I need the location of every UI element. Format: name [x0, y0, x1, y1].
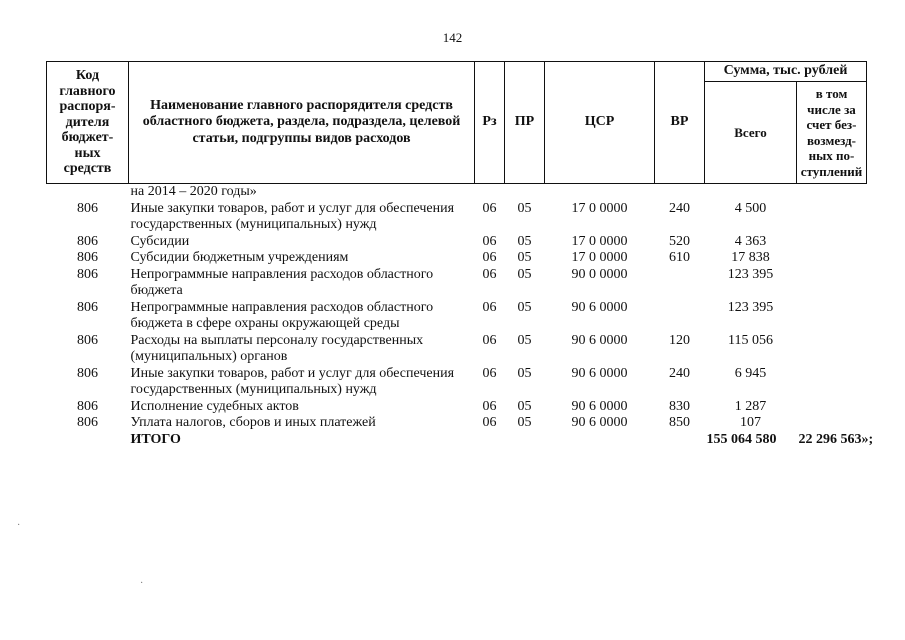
pr-cell: 05	[517, 332, 532, 348]
name-cell: Непрограммные направления расходов областного бюджета	[130, 266, 434, 298]
total-cell: 115 056	[728, 332, 773, 348]
rz-cell: 06	[482, 365, 497, 381]
incl-cell	[797, 399, 867, 416]
code-cell: 806	[77, 299, 98, 315]
table-row	[47, 399, 867, 416]
total-cell: 4 363	[734, 233, 767, 249]
code-cell: 806	[77, 200, 98, 216]
csr-cell: 17 0 0000	[571, 200, 628, 216]
header-rz: Рз	[475, 62, 505, 184]
table-row	[47, 201, 867, 234]
vr-cell: 120	[669, 332, 690, 348]
rz-cell: 06	[482, 299, 497, 315]
itogo-incl: 22 296 563»;	[798, 431, 874, 447]
incl-cell	[797, 415, 867, 432]
continuation-text: на 2014 – 2020 годы»	[130, 184, 257, 199]
vr-cell	[655, 267, 705, 300]
header-total: Всего	[705, 82, 797, 184]
code-cell: 806	[77, 398, 98, 414]
total-cell: 6 945	[734, 365, 767, 381]
header-incl: в том числе за счет без-возмезд-ных по-ступлений	[797, 82, 867, 184]
continuation-row	[47, 184, 867, 201]
name-cell: Уплата налогов, сборов и иных платежей	[130, 415, 376, 430]
code-cell: 806	[77, 250, 98, 265]
vr-cell	[655, 300, 705, 333]
csr-cell: 90 6 0000	[571, 332, 628, 348]
table-header	[47, 62, 867, 184]
incl-cell	[797, 250, 867, 267]
csr-cell: 90 6 0000	[571, 299, 628, 315]
csr-cell: 90 6 0000	[571, 365, 628, 381]
incl-cell	[797, 234, 867, 251]
name-cell: Исполнение судебных актов	[130, 398, 299, 414]
rz-cell: 06	[482, 233, 497, 249]
table-row	[47, 300, 867, 333]
rz-cell: 06	[482, 415, 497, 430]
pr-cell: 05	[517, 415, 532, 430]
csr-cell: 17 0 0000	[571, 250, 628, 265]
vr-cell: 240	[669, 200, 690, 216]
code-cell: 806	[77, 365, 98, 381]
table-row	[47, 333, 867, 366]
incl-cell	[797, 201, 867, 234]
pr-cell: 05	[517, 233, 532, 249]
name-cell: Непрограммные направления расходов областного бюджета в сфере охраны окружающей среды	[130, 299, 434, 331]
rz-cell: 06	[482, 250, 497, 265]
rz-cell: 06	[482, 266, 497, 282]
page-number: 142	[442, 30, 463, 45]
incl-cell	[797, 300, 867, 333]
vr-cell: 850	[669, 415, 690, 430]
total-cell: 1 287	[734, 398, 767, 414]
csr-cell: 17 0 0000	[571, 233, 628, 249]
budget-table	[46, 61, 874, 448]
scan-dot: ·	[140, 578, 144, 589]
total-cell: 4 500	[734, 200, 767, 216]
vr-cell: 610	[669, 250, 690, 265]
pr-cell: 05	[517, 398, 532, 414]
total-cell: 107	[740, 415, 761, 430]
itogo-label: ИТОГО	[130, 431, 181, 447]
code-cell: 806	[77, 332, 98, 348]
name-cell: Субсидии	[130, 233, 190, 249]
incl-cell	[797, 366, 867, 399]
header-sum: Сумма, тыс. рублей	[705, 62, 867, 82]
pr-cell: 05	[517, 365, 532, 381]
pr-cell: 05	[517, 200, 532, 216]
name-cell: Иные закупки товаров, работ и услуг для обеспечения государственных (муниципальных) нужд	[130, 200, 455, 232]
total-row	[47, 432, 867, 449]
total-cell: 17 838	[731, 250, 770, 265]
code-cell: 806	[77, 233, 98, 249]
table-row	[47, 234, 867, 251]
code-cell: 806	[77, 415, 98, 430]
rz-cell: 06	[482, 398, 497, 414]
name-cell: Расходы на выплаты персоналу государственных (муниципальных) органов	[130, 332, 424, 364]
vr-cell: 830	[669, 398, 690, 414]
rz-cell: 06	[482, 200, 497, 216]
itogo-total: 155 064 580	[706, 431, 777, 447]
csr-cell: 90 0 0000	[571, 266, 628, 282]
header-code: Код главного распоря-дителя бюджет-ных средств	[47, 62, 129, 184]
pr-cell: 05	[517, 266, 532, 282]
vr-cell: 520	[669, 233, 690, 249]
vr-cell: 240	[669, 365, 690, 381]
header-csr: ЦСР	[545, 62, 655, 184]
incl-cell	[797, 267, 867, 300]
scan-dot: ·	[17, 520, 21, 531]
table-row	[47, 267, 867, 300]
header-name: Наименование главного распорядителя средств областного бюджета, раздела, подраздела, целевой статьи, подгруппы видов расходов	[129, 62, 475, 184]
incl-cell	[797, 333, 867, 366]
csr-cell: 90 6 0000	[571, 415, 628, 430]
name-cell: Субсидии бюджетным учреждениям	[130, 250, 349, 265]
header-vr: ВР	[655, 62, 705, 184]
header-pr: ПР	[505, 62, 545, 184]
table-row	[47, 415, 867, 432]
pr-cell: 05	[517, 299, 532, 315]
rz-cell: 06	[482, 332, 497, 348]
total-cell: 123 395	[727, 299, 774, 315]
total-cell: 123 395	[727, 266, 774, 282]
table-row	[47, 250, 867, 267]
name-cell: Иные закупки товаров, работ и услуг для обеспечения государственных (муниципальных) нужд	[130, 365, 455, 397]
csr-cell: 90 6 0000	[571, 398, 628, 414]
table-row	[47, 366, 867, 399]
pr-cell: 05	[517, 250, 532, 265]
code-cell: 806	[77, 266, 98, 282]
